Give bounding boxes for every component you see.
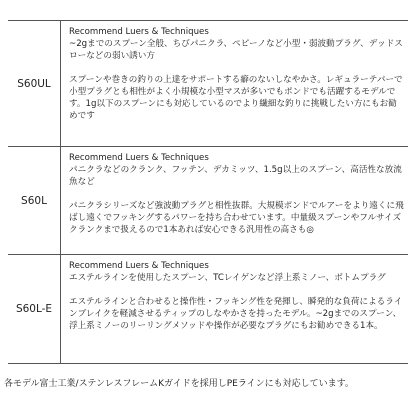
recommend-heading: Recommend Luers & Techniques: [69, 27, 209, 37]
text-line: パーで小型プラグとも相性がよく小規模な小型マスが多いでもポンドでも活躍す: [69, 75, 403, 97]
text-line: ドスローなどの弱い誘い方: [69, 39, 403, 61]
feature-text: [69, 200, 404, 236]
text-line: るモデルです。1g以下のスプーンにも対応しているのでより繊細な釣りに挑戦し: [69, 87, 396, 109]
text-line: くに飛ばし遠くでフッキングするパワーを持ち合わせています。中量級スプーン: [69, 201, 404, 223]
feature-text: [69, 74, 404, 122]
model-name: S60L-E: [8, 255, 61, 363]
model-description: [61, 255, 408, 363]
text-line: やフルサイズクランクまで扱えるので1本あれば安心できる汎用性の高さも◎: [69, 213, 402, 235]
rod-spec-table: [8, 20, 408, 364]
text-line: エステルラインと合わせると操作性・フッキング性を発揮し、瞬発的な負荷によ: [69, 297, 377, 307]
text-line: パニクラなどのクランク、フッテン、デカミッツ、1.5g以上のスプーン、高活性: [69, 165, 377, 175]
model-name: S60UL: [8, 21, 61, 146]
text-line: ~2gまでのスプーン全般、ちびパニクラ、ペピーノなど小型・弱波動プラグ、デッ: [69, 39, 386, 49]
text-line: スプーンや巻きの釣りの上達をサポートする癖のないしなやかさ。レギュラーテ: [69, 75, 377, 85]
text-line: エステルラインを使用したスプーン、TCレイゲンなど浮上系ミノー、ボトムプラグ: [69, 273, 386, 283]
model-description: [61, 147, 408, 254]
recommend-heading: Recommend Luers & Techniques: [69, 261, 209, 271]
recommend-text: [69, 272, 404, 284]
recommend-text: [69, 38, 404, 62]
model-description: [61, 21, 408, 146]
spec-row-s60l-e: [8, 255, 408, 363]
feature-text: [69, 296, 404, 332]
spec-row-s60l: [8, 147, 408, 255]
recommend-text: [69, 164, 404, 188]
guide-footnote: 各モデル富士工業/ステンレスフレームKガイドを採用しPEラインにも対応しています。: [4, 379, 354, 389]
text-line: な放流魚など: [69, 165, 402, 187]
text-line: たい方にもお勧めです: [69, 99, 397, 121]
text-line: るラインブレイクを軽減させるティップのしなやかさを持ったモデル。~2gまで: [69, 297, 403, 319]
spec-row-s60ul: [8, 21, 408, 147]
text-line: パニクラシリーズなど強波動プラグと相性抜群。大規模ポンドでルアーをより遠: [69, 201, 378, 211]
recommend-heading: Recommend Luers & Techniques: [69, 153, 209, 163]
text-line: できる1本。: [334, 321, 383, 331]
model-name: S60L: [8, 147, 61, 254]
text-line: のスプーン、浮上系ミノーのリーリングメソッドや操作が必要なプラグにもお勧め: [69, 309, 402, 331]
